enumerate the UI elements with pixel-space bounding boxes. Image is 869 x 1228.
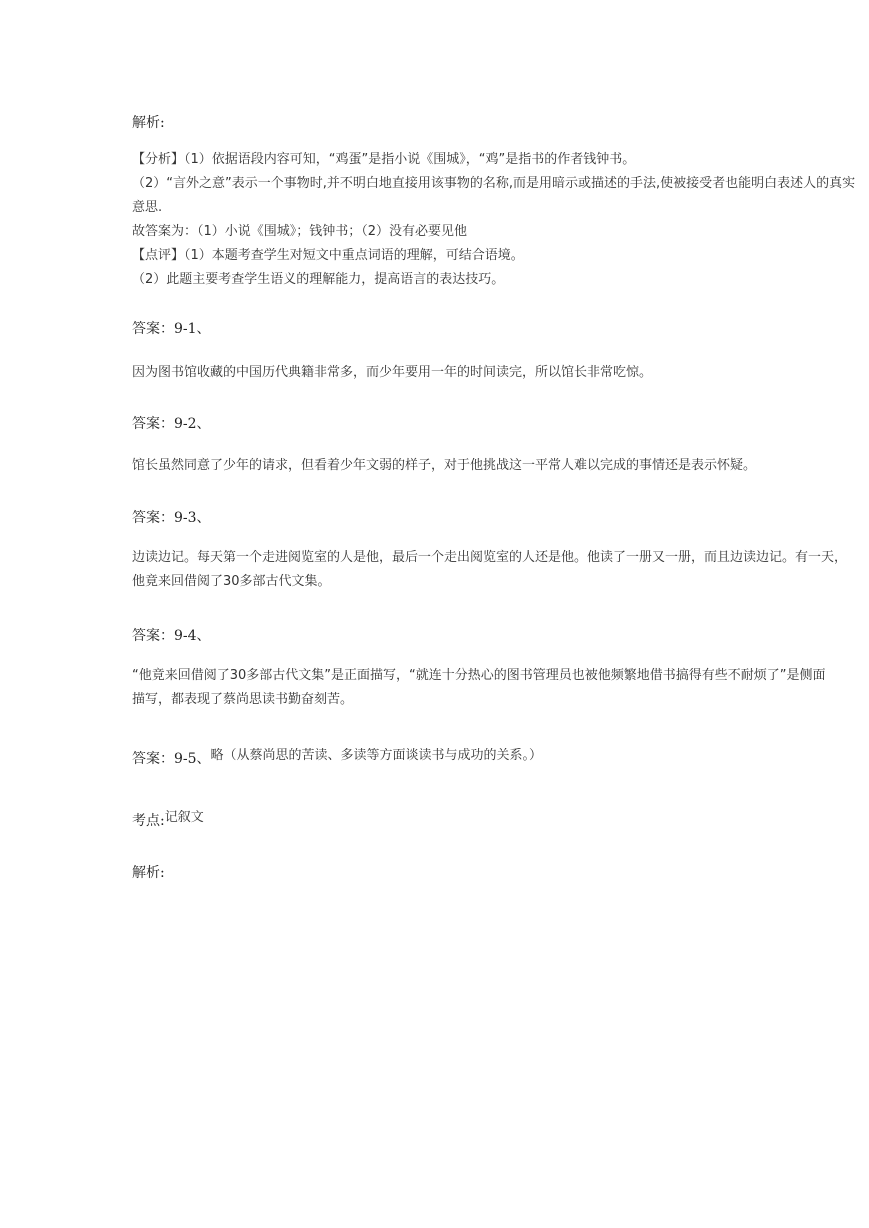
answer-label-9-4: 答案：9-4、: [132, 628, 211, 644]
analysis-content: [132, 148, 869, 292]
analysis-line: 故答案为：（1）小说《围城》；钱钟书；（2）没有必要见他: [132, 224, 468, 239]
answer-content-9-3: [132, 546, 869, 594]
kaodian-row: [132, 810, 869, 830]
analysis-line: （2）此题主要考查学生语义的理解能力，提高语言的表达技巧。: [132, 272, 505, 287]
analysis-label-2: 解析:: [132, 865, 165, 881]
answer-label-9-5: 答案：9-5、: [132, 751, 211, 767]
analysis-line: 【点评】（1）本题考查学生对短文中重点词语的理解，可结合语境。: [132, 248, 524, 263]
answer-content-9-4: [132, 664, 869, 712]
answer-label-9-1: 答案：9-1、: [132, 321, 211, 337]
answer-line: 边读边记。每天第一个走进阅览室的人是他，最后一个走出阅览室的人还是他。他读了一册又一册，而且边读边记。有一天，: [132, 550, 848, 565]
analysis-label: 解析:: [132, 115, 165, 131]
answer-line: 因为图书馆收藏的中国历代典籍非常多，而少年要用一年的时间读完，所以馆长非常吃惊。: [132, 365, 653, 380]
answer-line: 他竟来回借阅了30多部古代文集。: [132, 574, 331, 589]
answer-row-9-5: [132, 748, 869, 768]
answer-label-9-2: 答案：9-2、: [132, 416, 211, 432]
analysis-line: 意思.: [132, 200, 163, 215]
kaodian-text: 记叙文: [164, 810, 204, 825]
kaodian-label: 考点:: [132, 813, 165, 829]
answer-content-9-1: [132, 361, 869, 385]
analysis-line: 【分析】（1）依据语段内容可知，“鸡蛋”是指小说《围城》，“鸡”是指书的作者钱钟书。: [132, 152, 636, 167]
answer-content-9-2: [132, 454, 869, 478]
answer-line: 馆长虽然同意了少年的请求，但看着少年文弱的样子，对于他挑战这一平常人难以完成的事情还是表示怀疑。: [132, 458, 757, 473]
answer-line: 描写，都表现了蔡尚思读书勤奋刻苦。: [132, 692, 354, 707]
analysis-line: （2）“言外之意”表示一个事物时,并不明白地直接用该事物的名称,而是用暗示或描述的手法,使被接受者也能明白表述人的真实: [132, 176, 856, 191]
answer-label-9-3: 答案：9-3、: [132, 510, 211, 526]
answer-text-9-5: 略（从蔡尚思的苦读、多读等方面谈读书与成功的关系。）: [210, 748, 543, 763]
answer-line: “他竟来回借阅了30多部古代文集”是正面描写，“就连十分热心的图书管理员也被他频繁地借书搞得有些不耐烦了”是侧面: [132, 668, 826, 683]
